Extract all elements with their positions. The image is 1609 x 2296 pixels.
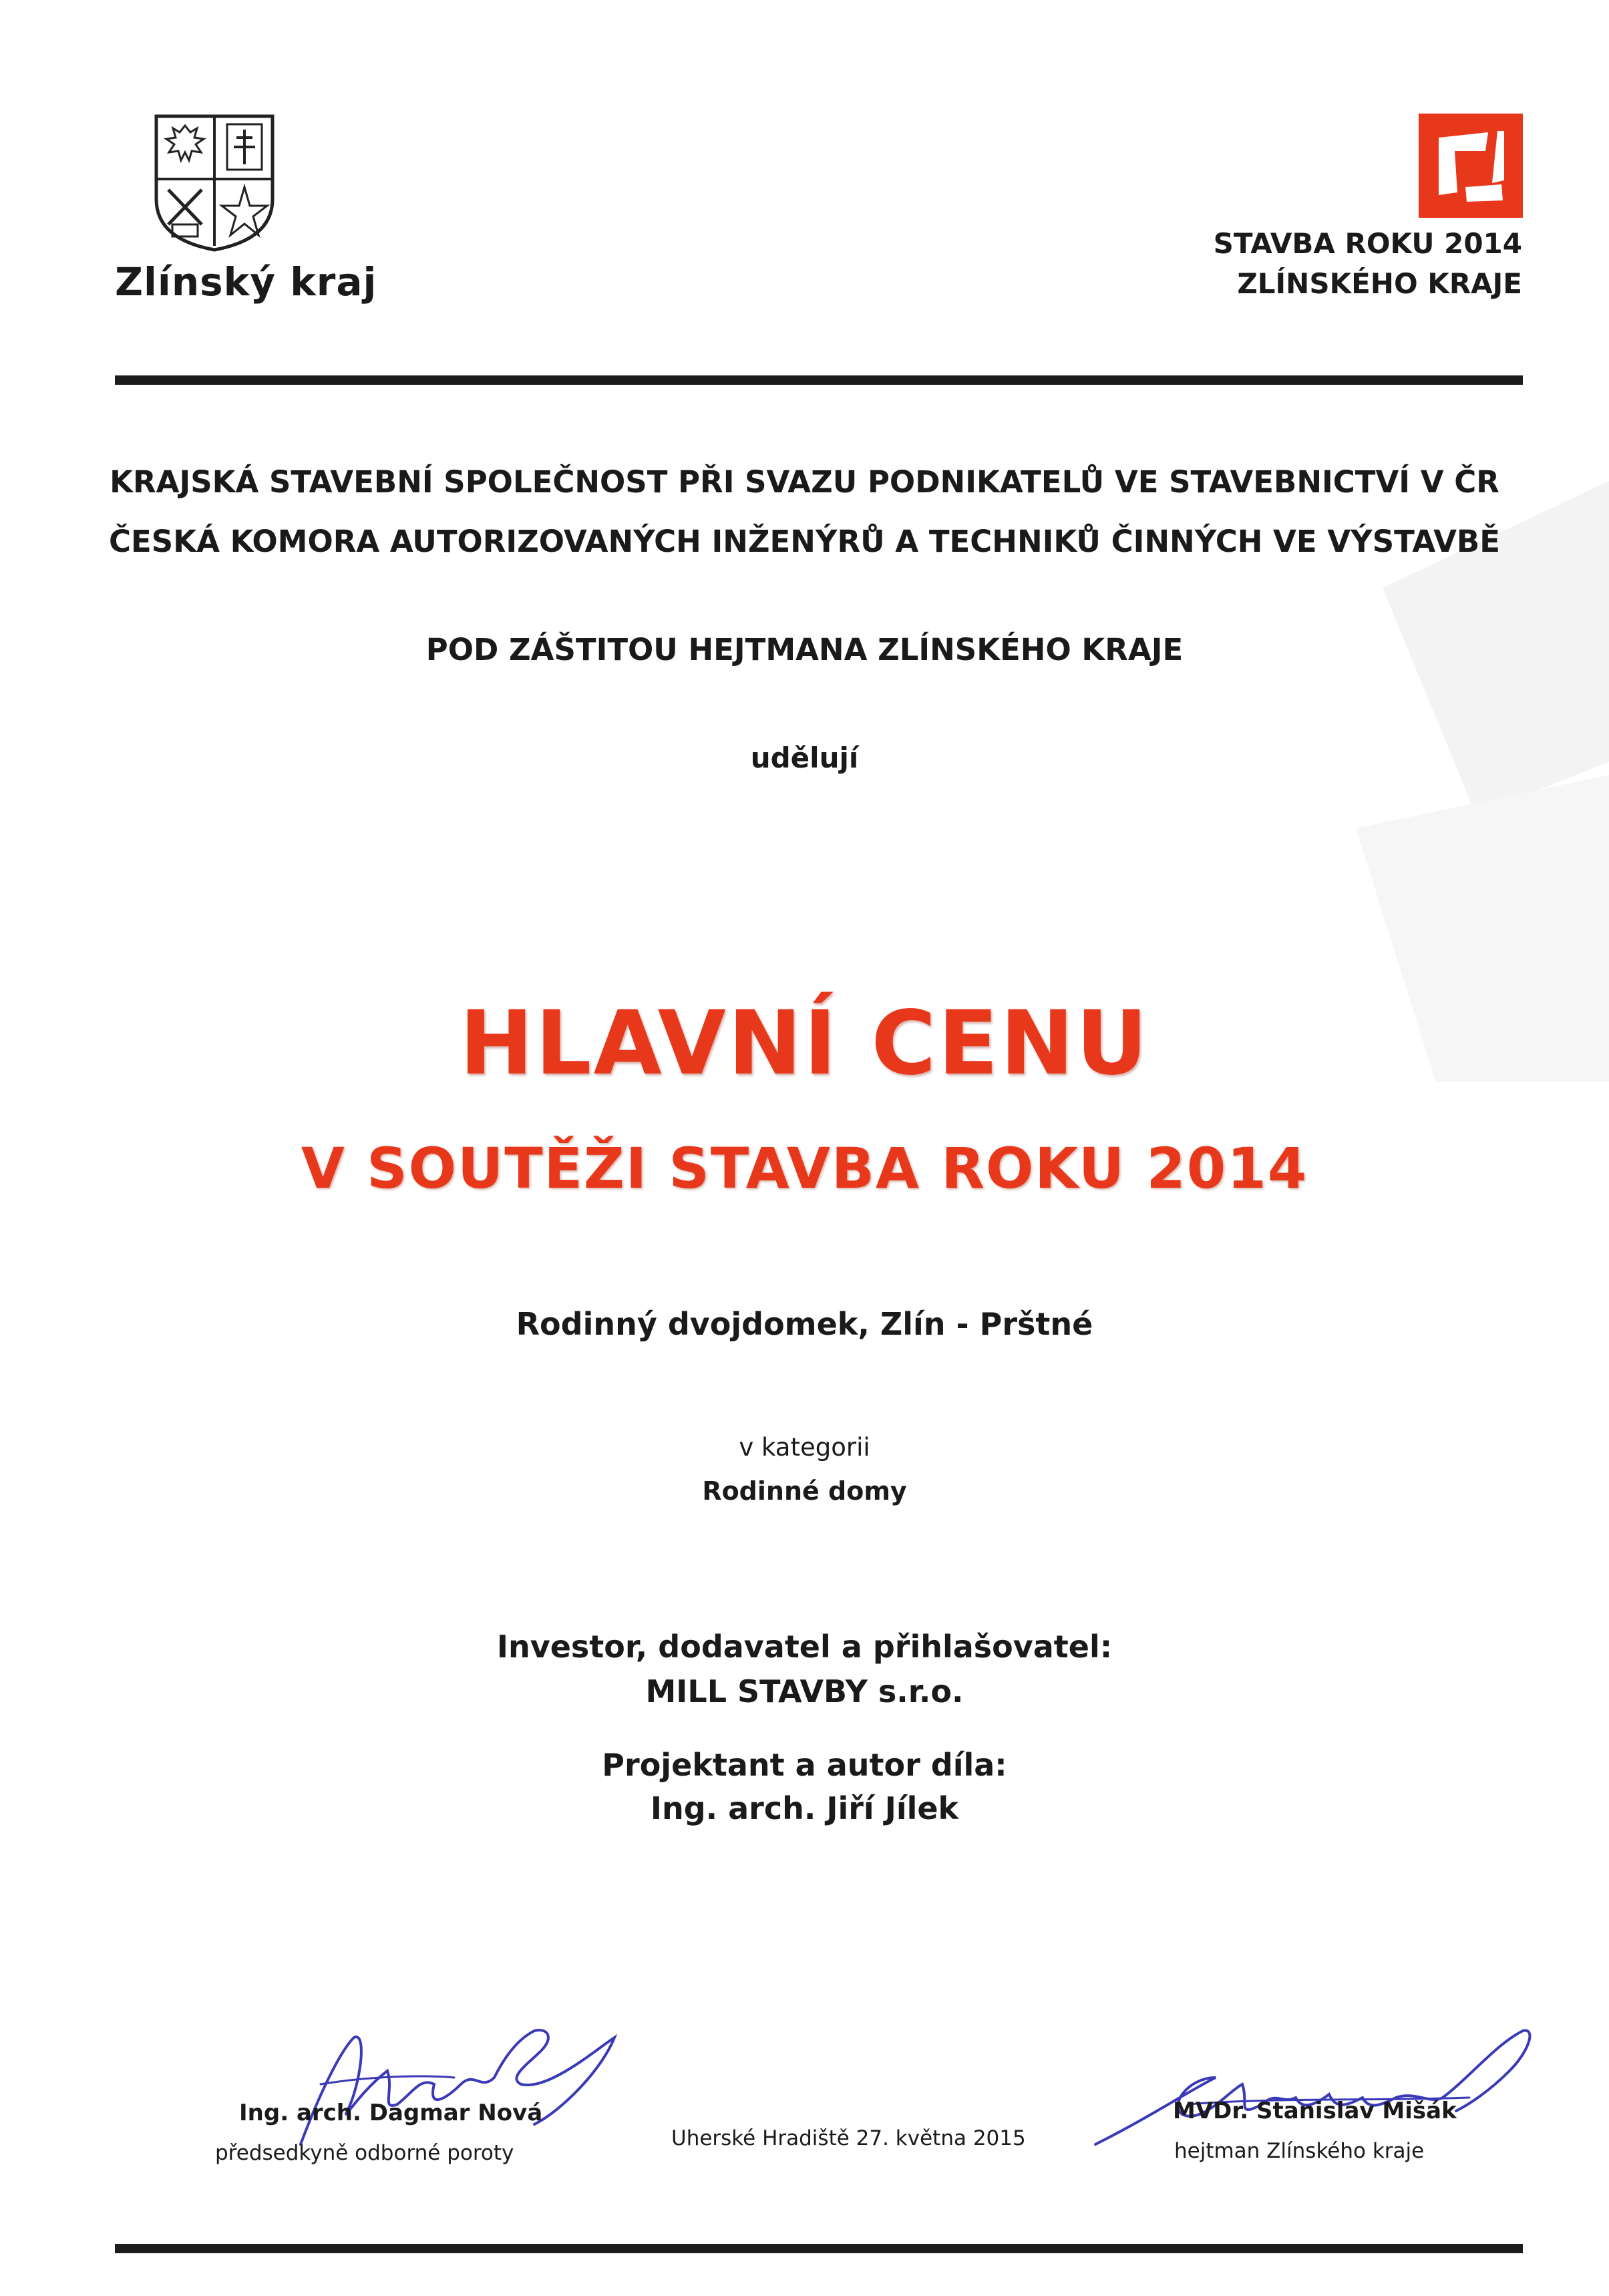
investor-value: MILL STAVBY s.r.o. — [645, 1673, 964, 1709]
patronage-line: POD ZÁŠTITOU HEJTMANA ZLÍNSKÉHO KRAJE — [425, 632, 1184, 667]
chair-signature — [281, 2011, 628, 2158]
building-name: Rodinný dvojdomek, Zlín - Prštné — [516, 1306, 1093, 1342]
coat-of-arms-icon — [152, 112, 277, 254]
award-title-line1: STAVBA ROKU 2014 — [1213, 227, 1522, 260]
category-value: Rodinné domy — [702, 1476, 907, 1506]
issuer-line1: KRAJSKÁ STAVEBNÍ SPOLEČNOST PŘI SVAZU PODNIKATELŮ VE STAVEBNICTVÍ V ČR — [110, 464, 1499, 500]
award-title-line2: ZLÍNSKÉHO KRAJE — [1237, 267, 1522, 300]
prize-subtitle: V SOUTĚŽI STAVBA ROKU 2014 — [301, 1136, 1308, 1201]
issuer-line2: ČESKÁ KOMORA AUTORIZOVANÝCH INŽENÝRŮ A TECHNIKŮ ČINNÝCH VE VÝSTAVBĚ — [109, 524, 1500, 559]
governor-signature — [1069, 2004, 1550, 2158]
designer-label: Projektant a autor díla: — [602, 1747, 1007, 1783]
grant-verb: udělují — [750, 742, 859, 774]
header-divider — [115, 375, 1523, 385]
chair-role: předsedkyně odborné poroty — [215, 2141, 514, 2165]
stavba-roku-logo-icon — [1419, 114, 1523, 218]
footer-divider — [115, 2244, 1523, 2253]
region-name: Zlínský kraj — [115, 259, 377, 305]
governor-name: MVDr. Stanislav Mišák — [1173, 2098, 1457, 2124]
chair-name: Ing. arch. Dagmar Nová — [239, 2100, 543, 2126]
prize-title: HLAVNÍ CENU — [459, 992, 1150, 1095]
designer-value: Ing. arch. Jiří Jílek — [650, 1790, 959, 1826]
investor-label: Investor, dodavatel a přihlašovatel: — [496, 1629, 1113, 1665]
governor-role: hejtman Zlínského kraje — [1174, 2139, 1425, 2163]
category-label: v kategorii — [739, 1433, 870, 1462]
place-and-date: Uherské Hradiště 27. května 2015 — [671, 2126, 1026, 2150]
